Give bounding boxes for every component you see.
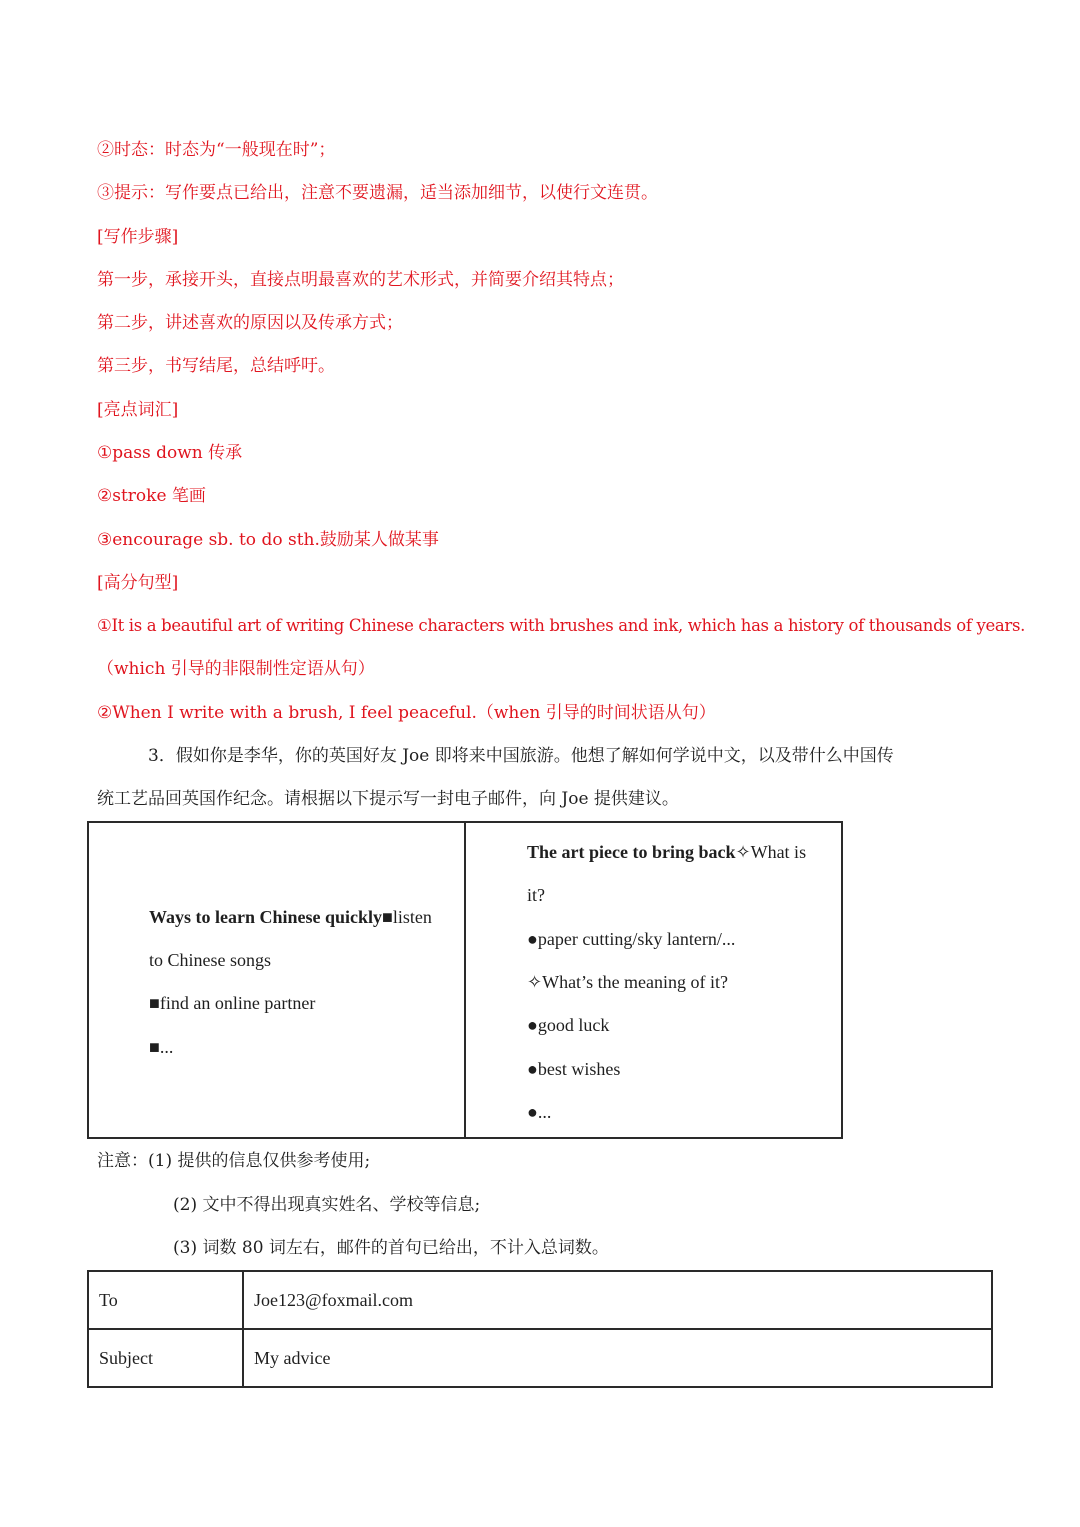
sentence-heading: [高分句型] bbox=[97, 573, 179, 593]
sentence-example-1: ①It is a beautiful art of writing Chinese characters with brushes and ink, which has a history of thousands of years. bbox=[97, 616, 1025, 635]
email-subject-label: Subject bbox=[88, 1329, 243, 1387]
step-2: 第二步，讲述喜欢的原因以及传承方式； bbox=[97, 313, 403, 333]
prompt-table bbox=[87, 821, 843, 1139]
art-answer-4: ●... bbox=[527, 1102, 552, 1122]
note-1: 注意：(1) 提供的信息仅供参考使用; bbox=[97, 1151, 371, 1171]
learn-item-1-cont: to Chinese songs bbox=[149, 950, 272, 970]
learn-heading: Ways to learn Chinese quickly bbox=[149, 907, 383, 927]
prompt-cell-learn-chinese bbox=[88, 822, 465, 1138]
step-3: 第三步，书写结尾，总结呼吁。 bbox=[97, 356, 335, 376]
note-3: (3) 词数 80 词左右，邮件的首句已给出，不计入总词数。 bbox=[173, 1238, 609, 1258]
sentence-example-2: ②When I write with a brush, I feel peaceful.（when 引导的时间状语从句） bbox=[97, 703, 716, 723]
task-description: 3．假如你是李华，你的英国好友 Joe 即将来中国旅游。他想了解如何学说中文，以及带什么中国传 bbox=[148, 746, 894, 766]
art-question-1-cont: it? bbox=[527, 885, 545, 905]
learn-item-1: ■listen bbox=[382, 907, 432, 927]
vocab-item: ②stroke 笔画 bbox=[97, 486, 206, 506]
email-header-table bbox=[87, 1270, 993, 1388]
vocab-heading: [亮点词汇] bbox=[97, 400, 179, 420]
email-to-label: To bbox=[88, 1271, 243, 1329]
note-2: (2) 文中不得出现真实姓名、学校等信息; bbox=[173, 1195, 481, 1215]
sentence-example-1-note: （which 引导的非限制性定语从句） bbox=[97, 659, 375, 679]
email-subject-value: My advice bbox=[243, 1329, 992, 1387]
task-description-cont: 统工艺品回英国作纪念。请根据以下提示写一封电子邮件，向 Joe 提供建议。 bbox=[97, 789, 679, 809]
step-1: 第一步，承接开头，直接点明最喜欢的艺术形式，并简要介绍其特点； bbox=[97, 270, 624, 290]
learn-item-3: ■... bbox=[149, 1037, 174, 1057]
art-answer-2: ●good luck bbox=[527, 1015, 610, 1035]
art-first-line bbox=[527, 840, 806, 864]
art-answer-3: ●best wishes bbox=[527, 1059, 621, 1079]
learn-item-2: ■find an online partner bbox=[149, 993, 316, 1013]
art-heading: The art piece to bring back bbox=[527, 842, 736, 862]
steps-heading: [写作步骤] bbox=[97, 227, 179, 247]
writing-tip: ③提示：写作要点已给出，注意不要遗漏，适当添加细节，以使行文连贯。 bbox=[97, 183, 658, 203]
tense-requirement: ②时态：时态为“一般现在时”； bbox=[97, 140, 336, 160]
email-to-value: Joe123@foxmail.com bbox=[243, 1271, 992, 1329]
art-question-2: ✧What’s the meaning of it? bbox=[527, 972, 729, 992]
art-question-1: ✧What is bbox=[735, 842, 807, 862]
art-answer-1: ●paper cutting/sky lantern/... bbox=[527, 929, 736, 949]
learn-first-line bbox=[149, 905, 432, 929]
prompt-cell-art-piece bbox=[465, 822, 842, 1138]
vocab-item: ③encourage sb. to do sth.鼓励某人做某事 bbox=[97, 530, 439, 550]
vocab-item: ①pass down 传承 bbox=[97, 443, 243, 463]
